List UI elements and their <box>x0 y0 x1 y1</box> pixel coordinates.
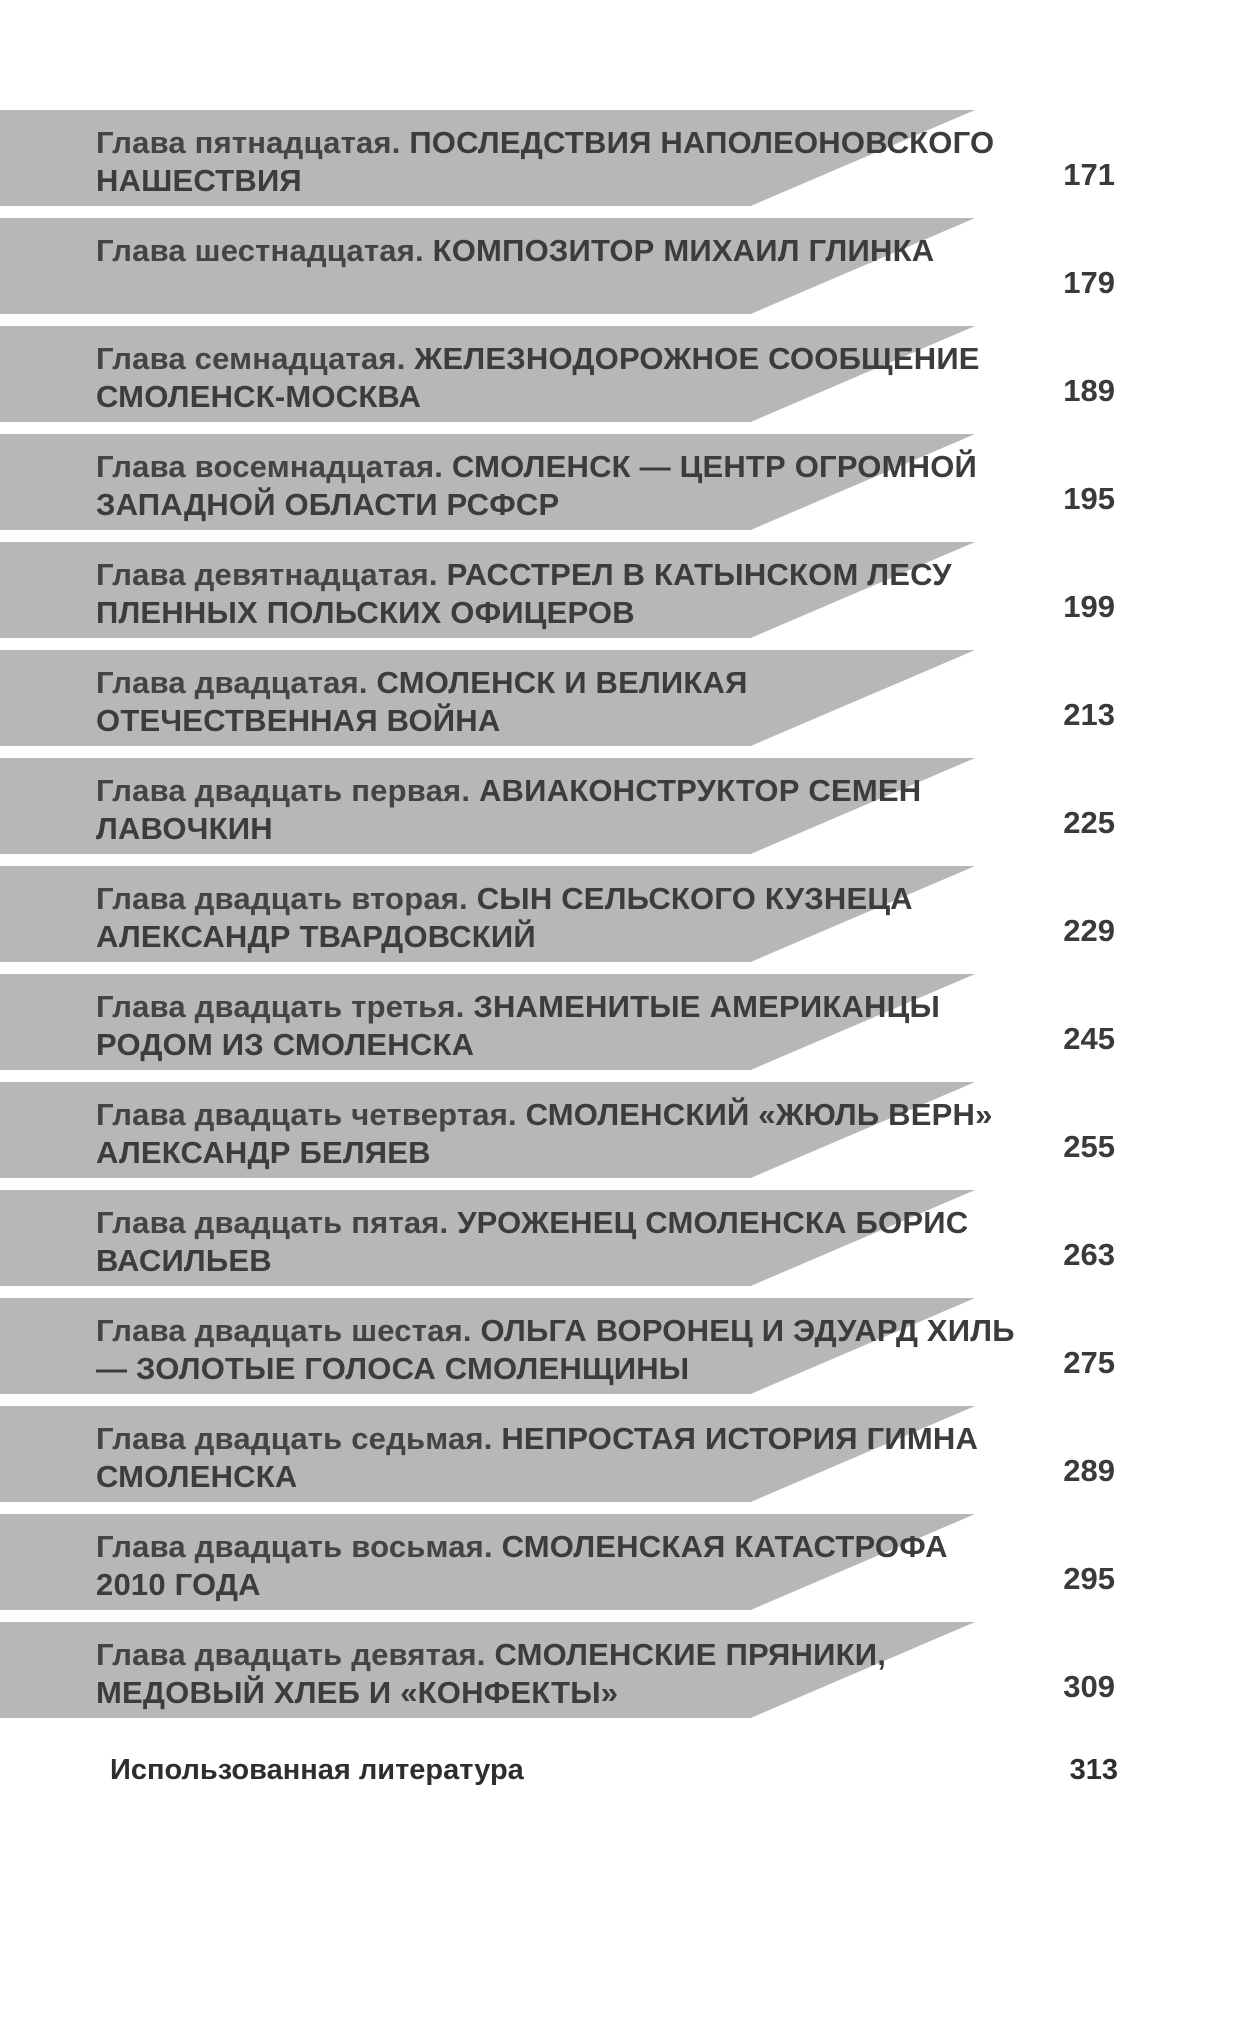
chapter-title <box>96 1204 1026 1280</box>
page-number: 289 <box>1063 1453 1115 1488</box>
chapter-number: Глава двадцать шестая. <box>96 1313 481 1348</box>
chapter-number: Глава двадцать пятая. <box>96 1205 458 1240</box>
chapter-number: Глава восемнадцатая. <box>96 449 452 484</box>
chapter-title <box>96 988 1026 1064</box>
chapter-number: Глава девятнадцатая. <box>96 557 447 592</box>
page-number: 309 <box>1063 1669 1115 1704</box>
chapter-title <box>96 448 1026 524</box>
chapter-number: Глава двадцать девятая. <box>96 1637 495 1672</box>
references-label[interactable]: Использованная литература <box>110 1754 524 1786</box>
chapter-title <box>96 124 1026 200</box>
page-number: 245 <box>1063 1021 1115 1056</box>
chapter-number: Глава семнадцатая. <box>96 341 415 376</box>
toc-entry-23[interactable] <box>0 974 1250 1070</box>
chapter-name: ЗНАМЕНИТЫЕ АМЕРИКАНЦЫ РОДОМ ИЗ СМОЛЕНСКА <box>96 989 941 1062</box>
page-number: 195 <box>1063 481 1115 516</box>
chapter-number: Глава двадцать седьмая. <box>96 1421 502 1456</box>
page-number: 171 <box>1063 157 1115 192</box>
chapter-number: Глава шестнадцатая. <box>96 233 433 268</box>
page-number: 213 <box>1063 697 1115 732</box>
page-number: 255 <box>1063 1129 1115 1164</box>
chapter-title <box>96 232 1026 270</box>
chapter-title <box>96 880 1026 956</box>
page-number: 275 <box>1063 1345 1115 1380</box>
chapter-name: ЖЕЛЕЗНОДОРОЖНОЕ СООБЩЕНИЕ СМОЛЕНСК-МОСКВА <box>96 341 980 414</box>
chapter-title <box>96 340 1026 416</box>
chapter-title <box>96 664 1026 740</box>
chapter-name: СМОЛЕНСКАЯ КАТАСТРОФА 2010 ГОДА <box>96 1529 948 1602</box>
toc-entry-29[interactable] <box>0 1622 1250 1718</box>
chapter-number: Глава двадцать четвертая. <box>96 1097 526 1132</box>
page-number: 225 <box>1063 805 1115 840</box>
chapter-number: Глава двадцать вторая. <box>96 881 477 916</box>
chapter-number: Глава двадцать первая. <box>96 773 479 808</box>
chapter-name: УРОЖЕНЕЦ СМОЛЕНСКА БОРИС ВАСИЛЬЕВ <box>96 1205 969 1278</box>
chapter-name: СЫН СЕЛЬСКОГО КУЗНЕЦА АЛЕКСАНДР ТВАРДОВСКИЙ <box>96 881 913 954</box>
chapter-name: РАССТРЕЛ В КАТЫНСКОМ ЛЕСУ ПЛЕННЫХ ПОЛЬСКИХ ОФИЦЕРОВ <box>96 557 952 630</box>
page-number: 263 <box>1063 1237 1115 1272</box>
page-number: 229 <box>1063 913 1115 948</box>
toc-entry-25[interactable] <box>0 1190 1250 1286</box>
chapter-title <box>96 556 1026 632</box>
toc-entry-17[interactable] <box>0 326 1250 422</box>
chapter-title <box>96 772 1026 848</box>
references-page-number: 313 <box>1069 1754 1118 1786</box>
chapter-name: СМОЛЕНСК — ЦЕНТР ОГРОМНОЙ ЗАПАДНОЙ ОБЛАСТИ РСФСР <box>96 449 978 522</box>
chapter-title <box>96 1528 1026 1604</box>
toc-entry-16[interactable] <box>0 218 1250 314</box>
chapter-number: Глава двадцать третья. <box>96 989 474 1024</box>
chapter-number: Глава двадцатая. <box>96 665 377 700</box>
chapter-number: Глава пятнадцатая. <box>96 125 410 160</box>
toc-entry-18[interactable] <box>0 434 1250 530</box>
toc-entry-24[interactable] <box>0 1082 1250 1178</box>
chapter-title <box>96 1636 1026 1712</box>
chapter-name: АВИАКОНСТРУКТОР СЕМЕН ЛАВОЧКИН <box>96 773 922 846</box>
toc-entry-15[interactable] <box>0 110 1250 206</box>
chapter-name: НЕПРОСТАЯ ИСТОРИЯ ГИМНА СМОЛЕНСКА <box>96 1421 979 1494</box>
toc-entry-27[interactable] <box>0 1406 1250 1502</box>
page-number: 199 <box>1063 589 1115 624</box>
chapter-title <box>96 1312 1026 1388</box>
chapter-title <box>96 1420 1026 1496</box>
toc-entry-19[interactable] <box>0 542 1250 638</box>
chapter-name: СМОЛЕНСКИЙ «ЖЮЛЬ ВЕРН» АЛЕКСАНДР БЕЛЯЕВ <box>96 1097 993 1170</box>
toc-entry-20[interactable] <box>0 650 1250 746</box>
toc-entry-26[interactable] <box>0 1298 1250 1394</box>
page-number: 295 <box>1063 1561 1115 1596</box>
page-number: 179 <box>1063 265 1115 300</box>
chapter-name: СМОЛЕНСК И ВЕЛИКАЯ ОТЕЧЕСТВЕННАЯ ВОЙНА <box>96 665 748 738</box>
chapter-name: КОМПОЗИТОР МИХАИЛ ГЛИНКА <box>432 233 935 268</box>
chapter-number: Глава двадцать восьмая. <box>96 1529 502 1564</box>
toc-entry-22[interactable] <box>0 866 1250 962</box>
toc-entry-21[interactable] <box>0 758 1250 854</box>
chapter-name: ОЛЬГА ВОРОНЕЦ И ЭДУАРД ХИЛЬ — ЗОЛОТЫЕ ГОЛОСА СМОЛЕНЩИНЫ <box>96 1313 1015 1386</box>
chapter-name: ПОСЛЕДСТВИЯ НАПОЛЕОНОВСКОГО НАШЕСТВИЯ <box>96 125 995 198</box>
chapter-name: СМОЛЕНСКИЕ ПРЯНИКИ, МЕДОВЫЙ ХЛЕБ И «КОНФЕКТЫ» <box>96 1637 887 1710</box>
chapter-title <box>96 1096 1026 1172</box>
page-number: 189 <box>1063 373 1115 408</box>
toc-entry-28[interactable] <box>0 1514 1250 1610</box>
